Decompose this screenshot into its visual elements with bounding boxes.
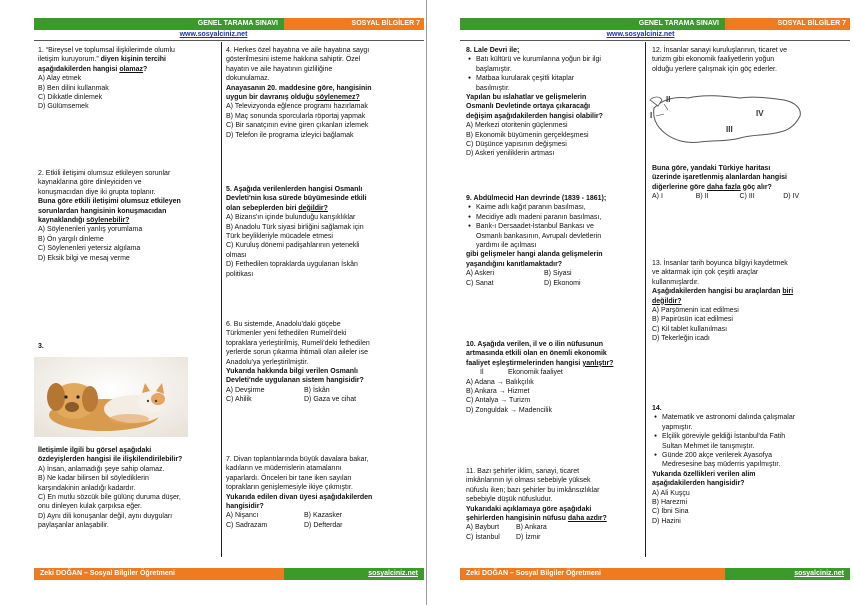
q4-stem: hayatın ve aile hayatının gizliliğine (226, 65, 333, 73)
q13-question: Aşağıdakilerden hangisi bu araçlardan (652, 288, 783, 296)
q3-option-d-cont: paylaşanlar anlaşabilir. (38, 522, 109, 530)
q10-option-b[interactable]: B) Ankara → Hizmet (466, 388, 530, 396)
q8-option-d[interactable]: D) Askeri yeniliklerin artması (466, 150, 555, 158)
q9-option-d[interactable]: D) Ekonomi (544, 279, 581, 287)
q12-stem: olduğu yerlere çalışmak için göç ederler. (652, 65, 777, 73)
q2-question: Buna göre etkili iletişimi olumsuz etkileyen (38, 198, 181, 206)
q1-stem: iletişim kuruyorum.” (38, 56, 99, 64)
q10-question-underlined: yanlıştır? (582, 359, 614, 367)
q8-title: 8. Lale Devri ile; (466, 47, 520, 54)
q9-title: 9. Abdülmecid Han devrinde (1839 - 1861); (466, 195, 607, 202)
q14-option-a[interactable]: A) Ali Kuşçu (652, 489, 690, 497)
q12-option-b[interactable]: B) II (695, 193, 709, 201)
list-item: ● Günde 200 akçe verilerek Ayasofya (652, 451, 827, 460)
q7-option-d[interactable]: D) Defterdar (304, 521, 343, 529)
list-item: ● Matematik ve astronomi dalında çalışmalar (652, 413, 827, 422)
q7-option-b[interactable]: B) Kazasker (304, 512, 343, 520)
q12-question: göç alır? (740, 183, 772, 191)
q10-question: 10. Aşağıda verilen, il ve o ilin nüfusunun (466, 341, 604, 348)
q5-question: Devleti'nin kısa sürede büyümesinde etkili (226, 195, 367, 203)
q6-option-a[interactable]: A) Devşirme (226, 386, 265, 394)
q9-bullets (466, 203, 644, 250)
q11-stem: imkânlarının iyi olması sebebiyle yüksek (466, 477, 591, 485)
q12-question: diğerlerine göre (652, 183, 707, 191)
map-label-iv: IV (756, 109, 764, 118)
q7-option-a[interactable]: A) Nişancı (226, 512, 259, 520)
q11-option-c[interactable]: C) İstanbul (466, 533, 500, 541)
q5-option-a[interactable]: A) Bizans'ın içinde bulunduğu karışıklıklar (226, 214, 356, 222)
q10-option-d[interactable]: D) Zonguldak → Madencilik (466, 406, 552, 414)
q4-question: uygun bir davranış olduğu (226, 94, 316, 102)
question-7 (226, 455, 421, 530)
map-label-iii: III (726, 125, 733, 134)
q12-question: Buna göre, yandaki Türkiye haritası (652, 165, 771, 172)
q9-option-b[interactable]: B) Siyasi (544, 270, 572, 278)
q3-option-a[interactable]: A) İnsan, anlamadığı şeye sahip olamaz. (38, 465, 165, 473)
q1-stem: ? (143, 65, 148, 73)
q7-stem: kadıların ve müderrislerin atamalarını (226, 465, 342, 473)
list-item: ● Bank-ı Dersaadet-İstanbul Bankası ve (466, 222, 644, 231)
q11-option-a[interactable]: A) Bayburt (466, 524, 500, 532)
list-item-cont: yapmıştır. (662, 423, 693, 431)
q2-stem: 2. Etkili iletişimi olumsuz etkileyen sorunlar (38, 170, 171, 177)
list-item: ● Kaime adlı kağıt paranın basılması, (466, 203, 644, 212)
question-3 (38, 446, 220, 531)
q6-stem: yerlerde sorun çıkarma ihtimali olan aileler ise (226, 349, 369, 357)
question-2 (38, 169, 218, 263)
header-bar-right (460, 18, 850, 30)
q4-option-b[interactable]: B) Maç sonunda sporcularla röportaj yapmak (226, 112, 366, 120)
q10-option-c[interactable]: C) Antalya → Turizm (466, 397, 531, 405)
question-12 (652, 46, 827, 74)
footer-bar-left (34, 568, 424, 580)
q12-stem: turizm gibi ekonomik faaliyetlerin yoğun (652, 56, 775, 64)
q1-stem-underlined: olamaz (119, 65, 144, 73)
question-6 (226, 320, 421, 405)
list-item: ● Batı kültürü ve kurumlarına yoğun bir ilgi (466, 55, 644, 64)
q1-stem: 1. “Bireysel ve toplumsal ilişkilerimde olumlu (38, 47, 175, 54)
q2-question: kaynaklandığı (38, 217, 87, 225)
q5-option-d[interactable]: D) Fethedilen topraklarda uygulanan İskân (226, 261, 358, 269)
q13-stem: kullanmışlardır. (652, 278, 700, 286)
footer-bar-right (460, 568, 850, 580)
q12-question: üzerinde işaretlenmiş alanlardan hangisi (652, 174, 787, 182)
question-5 (226, 185, 421, 279)
q1-option-a[interactable]: A) Alay etmek (38, 75, 82, 83)
q13-option-a[interactable]: A) Parşömenin icat edilmesi (652, 307, 739, 315)
q1-stem: diyen kişinin tercihi (98, 56, 166, 64)
q11-stem: nüfuslu iken; bazı şehirler bu imkânsızlıklar (466, 486, 600, 494)
q8-question: değişim aşağıdakilerden hangisi olabilir? (466, 112, 603, 120)
list-item-cont: başlamıştır. (476, 65, 512, 73)
list-item-cont: yardımı ile açılması (476, 242, 537, 250)
q11-option-d[interactable]: D) İzmir (516, 533, 541, 541)
q11-option-b[interactable]: B) Ankara (516, 524, 547, 532)
q12-option-d[interactable]: D) IV (783, 193, 800, 201)
q3-question: İletişimle ilgili bu görsel aşağıdaki (38, 447, 152, 454)
question-14 (652, 404, 827, 526)
list-item: ● Matbaa kurularak çeşitli kitaplar (466, 74, 644, 83)
list-item: ● Mecidiye adlı madeni paranın basılması, (466, 213, 644, 222)
q8-question: Osmanlı Devletinde ortaya çıkaracağı (466, 103, 591, 111)
q13-stem: 13. İnsanlar tarih boyunca bilgiyi kaydetmek (652, 260, 788, 267)
q2-question: sorunlardan hangisinin konuşmacıdan (38, 207, 167, 215)
q8-bullets (466, 55, 644, 93)
q6-option-b[interactable]: B) İskân (304, 386, 330, 394)
question-12-body (652, 164, 827, 202)
q14-option-d[interactable]: D) Hazini (652, 517, 681, 525)
q6-option-c[interactable]: C) Ahilik (226, 396, 252, 404)
q8-question: Yapılan bu ıslahatlar ve gelişmelerin (466, 94, 587, 102)
footer-site[interactable]: sosyalciniz.net (284, 568, 424, 580)
q11-stem: 11. Bazı şehirler iklim, sanayi, ticaret (466, 468, 580, 475)
q13-stem: ve aktarmak için çok çeşitli araçlar (652, 269, 759, 277)
site-link[interactable]: www.sosyalciniz.net (606, 31, 675, 38)
column-divider (221, 42, 222, 557)
q14-option-c[interactable]: C) İbni Sina (652, 508, 689, 516)
q7-stem: toprakların genişlemesiyle ikiye çıkmıştır. (226, 484, 353, 492)
q3-option-b[interactable]: B) Ne kadar bilirsen bil söylediklerin (38, 475, 149, 483)
q5-question: 5. Aşağıda verilenlerden hangisi Osmanlı (226, 186, 363, 193)
q2-option-a[interactable]: A) Söylenenleri yanlış yorumlama (38, 226, 143, 234)
q7-stem: 7. Divan toplantılarında büyük davalara bakar, (226, 456, 369, 463)
list-item: ● Elçilik göreviyle geldiği İstanbul'da Fatih (652, 432, 827, 441)
q6-question: Devleti'nde uygulanan sistem hangisidir? (226, 377, 364, 385)
q8-option-c[interactable]: C) Düşünce yapısının değişmesi (466, 141, 567, 149)
footer-author: Zeki DOĞAN – Sosyal Bilgiler Öğretmeni (34, 568, 284, 580)
question-10 (466, 340, 644, 415)
q2-option-d[interactable]: D) Eksik bilgi ve mesaj verme (38, 254, 130, 262)
q1-stem: aşağıdakilerden hangisi (38, 65, 120, 73)
q5-question-underlined: değildir? (298, 204, 328, 212)
q9-option-a[interactable]: A) Askeri (466, 270, 495, 278)
q13-question-underlined: biri (782, 288, 794, 296)
q3-option-b-cont: karşındakinin anladığı kadardır. (38, 484, 136, 492)
q3-option-c[interactable]: C) En mutlu sözcük bile gülünç duruma düşer, (38, 494, 181, 502)
q4-option-d[interactable]: D) Telefon ile programa izleyici bağlamak (226, 131, 354, 139)
q12-option-c[interactable]: C) III (739, 193, 755, 201)
q4-stem: gösterilmesini isteme hakkına sahiptir. Özel (226, 56, 361, 64)
list-item-cont: basılmıştır. (476, 84, 510, 92)
header-subject: SOSYAL BİLGİLER 7 (284, 18, 424, 30)
q1-option-c[interactable]: C) Dikkatle dinlemek (38, 94, 103, 102)
q12-question-underlined: daha fazla (706, 183, 741, 191)
q10-col-il: İl (480, 369, 484, 377)
q10-option-a[interactable]: A) Adana → Balıkçılık (466, 378, 534, 386)
q9-option-c[interactable]: C) Sanat (466, 279, 494, 287)
q3-option-c-cont: onu dinleyen kulak çarpıksa eğer. (38, 503, 142, 511)
q13-option-c[interactable]: C) Kil tablet kullanılması (652, 325, 728, 333)
question-9 (466, 194, 644, 288)
q4-option-c[interactable]: C) Bir sanatçının evine giren çıkanları izlemek (226, 122, 369, 130)
list-item-cont: Osmanlı bankasının, Avrupalı devletlerin (476, 232, 602, 240)
q1-option-b[interactable]: B) Ben dilini kullanmak (38, 84, 109, 92)
q8-option-a[interactable]: A) Merkezi otoritenin güçlenmesi (466, 122, 568, 130)
question-8 (466, 46, 644, 159)
header-subject: SOSYAL BİLGİLER 7 (725, 18, 850, 30)
q10-question: artmasında etkili olan en önemli ekonomik (466, 350, 607, 358)
question-13 (652, 259, 827, 344)
question-11 (466, 467, 644, 542)
map-label-i: I (650, 111, 653, 120)
turkey-map (644, 86, 808, 152)
q14-option-b[interactable]: B) Harezmi (652, 499, 688, 507)
q6-stem: topraklara yerleştirilmiş, Rumeli'deki fethedilen (226, 339, 370, 347)
q2-option-b[interactable]: B) Ön yargılı dinleme (38, 235, 104, 243)
site-link[interactable]: www.sosyalciniz.net (179, 31, 248, 38)
q6-stem: Anadolu'ya yerleştirilmiştir. (226, 358, 309, 366)
dog-and-cat-photo (34, 357, 188, 437)
q5-option-b-cont: Türk beylikleriyle mücadele etmesi (226, 233, 333, 241)
q14-num: 14. (652, 405, 662, 412)
q4-option-a[interactable]: A) Televizyonda eğlence programı hazırlamak (226, 103, 368, 111)
q3-question: özdeyişlerden hangisi ile ilişkilendirilebilir? (38, 456, 183, 464)
q12-stem: 12. İnsanlar sanayi kuruluşlarının, ticaret ve (652, 47, 788, 54)
q6-option-d[interactable]: D) Gaza ve cihat (304, 396, 357, 404)
q10-col-ekonomik: Ekonomik faaliyet (508, 369, 563, 377)
q11-stem: sebebiyle düşük nüfusludur. (466, 496, 553, 504)
q5-option-d-cont: politikası (226, 270, 254, 278)
q2-option-c[interactable]: C) Söylenenleri yetersiz algılama (38, 245, 141, 253)
list-item-cont: Medresesine baş müderris yapılmıştır. (662, 461, 781, 469)
q1-option-d[interactable]: D) Gülümsemek (38, 103, 89, 111)
q11-question: Yukarıdaki açıklamaya göre aşağıdaki (466, 505, 592, 513)
q9-question: gibi gelişmeler hangi alanda gelişmelerin (466, 251, 603, 259)
q5-option-c[interactable]: C) Kuruluş dönemi padişahlarının yetenekli (226, 242, 360, 250)
q8-option-b[interactable]: B) Ekonomik büyümenin gerçekleşmesi (466, 131, 589, 139)
q10-question: faaliyet eşleştirmelerinden hangisi (466, 359, 583, 367)
q7-question: Yukarıda edilen divan üyesi aşağıdakilerden (226, 493, 373, 501)
question-1 (38, 46, 218, 112)
q4-question-underlined: söylenemez? (315, 94, 360, 102)
footer-site[interactable]: sosyalciniz.net (725, 568, 850, 580)
q3-num: 3. (38, 343, 44, 350)
q13-question-underlined: değildir? (652, 297, 682, 305)
q2-question-underlined: söylenebilir? (86, 217, 130, 225)
q5-option-b[interactable]: B) Anadolu Türk siyasi birliğini sağlamak için (226, 223, 364, 231)
q4-stem: dokunulamaz. (226, 75, 270, 83)
q14-question: aşağıdakilerden hangisidir? (652, 480, 745, 488)
header-title: GENEL TARAMA SINAVI (34, 18, 284, 30)
q9-question: yaşandığını kanıtlamaktadır? (466, 260, 563, 268)
q4-question: Anayasanın 20. maddesine göre, hangisinin (226, 84, 372, 92)
q11-question: şehirlerden hangisinin nüfusu (466, 515, 568, 523)
header-bar-left (34, 18, 424, 30)
q6-question: Yukarıda hakkında bilgi verilen Osmanlı (226, 368, 358, 376)
q3-option-d[interactable]: D) Aynı dili konuşanlar değil, aynı duyguları (38, 512, 173, 520)
q7-question: hangisidir? (226, 503, 264, 511)
divider (460, 40, 850, 41)
q13-option-d[interactable]: D) Tekerleğin icadı (652, 335, 710, 343)
q14-question: Yukarıda özellikleri verilen alim (652, 470, 756, 478)
header-title: GENEL TARAMA SINAVI (460, 18, 725, 30)
q6-stem: Türkmenler yeni fethedilen Rumeli'deki (226, 330, 347, 338)
q6-stem: 6. Bu sistemde, Anadolu'daki göçebe (226, 321, 341, 328)
q11-question-underlined: daha azdır? (567, 515, 607, 523)
q2-stem: kaynaklarına göre dinleyiciden ve (38, 179, 142, 187)
q12-option-a[interactable]: A) I (652, 193, 663, 201)
q2-stem: konuşmacıdan diye iki grupta toplanır. (38, 188, 156, 196)
question-3-number (38, 342, 58, 351)
q14-bullets (652, 413, 827, 469)
q7-option-c[interactable]: C) Sadrazam (226, 521, 268, 529)
q5-question: olan sebeplerden biri (226, 204, 299, 212)
q13-option-b[interactable]: B) Papirüsün icat edilmesi (652, 316, 733, 324)
divider (34, 40, 424, 41)
q7-stem: yaparlardı. Önceleri bir tane iken sayıları (226, 474, 352, 482)
map-label-ii: II (666, 95, 671, 104)
question-4 (226, 46, 421, 140)
q5-option-c-cont: olması (226, 251, 247, 259)
list-item-cont: Sultan Mehmet ile tanışmıştır. (662, 442, 755, 450)
q4-stem: 4. Herkes özel hayatına ve aile hayatına saygı (226, 47, 370, 54)
footer-author: Zeki DOĞAN – Sosyal Bilgiler Öğretmeni (460, 568, 725, 580)
